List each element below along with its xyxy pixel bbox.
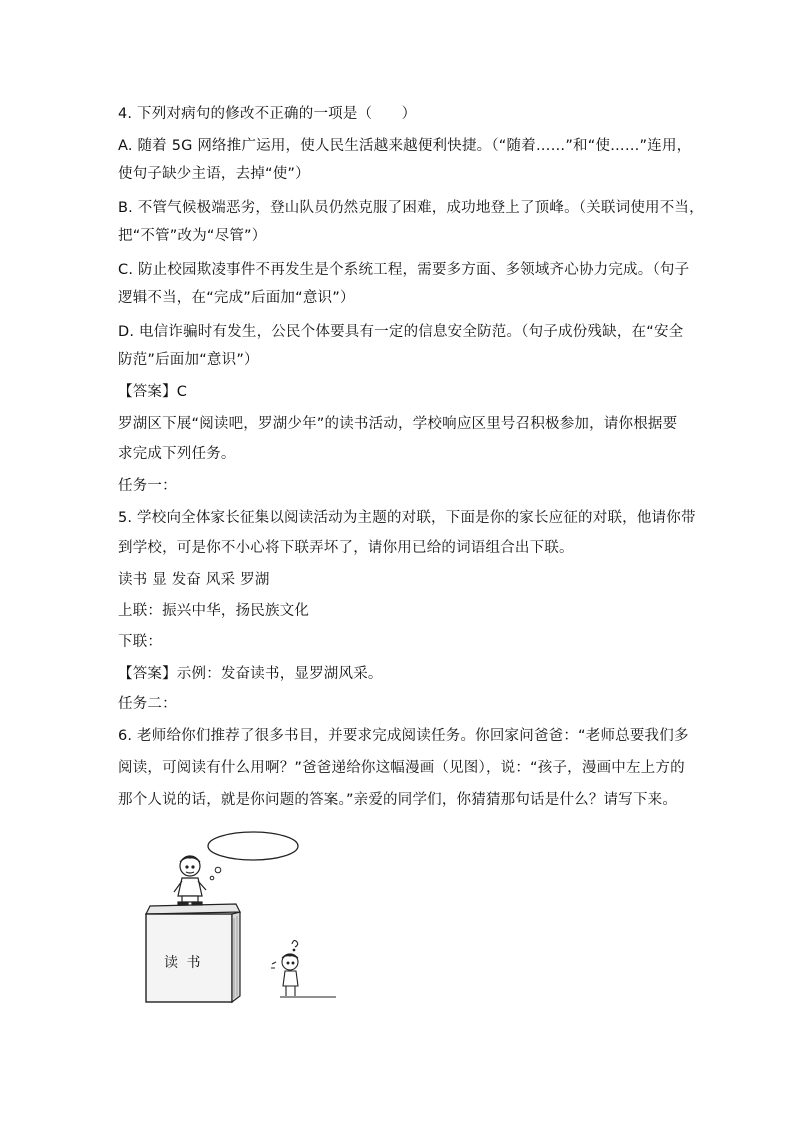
- option-b-line-2: 把“不管”改为“尽管”）: [118, 228, 267, 244]
- question-4-stem: 4. 下列对病句的修改不正确的一项是（ ）: [118, 106, 417, 122]
- question-6-line-3: 那个人说的话，就是你问题的答案。”亲爱的同学们，你猜猜那句话是什么？请写下来。: [118, 792, 678, 808]
- option-a-line-1: A. 随着 5G 网络推广运用，使人民生活越来越便利快捷。（“随着……”和“使……”连用，: [118, 138, 692, 154]
- lower-couplet: 下联：: [118, 634, 163, 650]
- question-6-line-2: 阅读，可阅读有什么用啊？”爸爸递给你这幅漫画（见图），说：“孩子，漫画中左上方的: [118, 760, 685, 776]
- question-6-line-1: 6. 老师给你们推荐了很多书目，并要求完成阅读任务。你回家问爸爸：“老师总要我们多: [118, 728, 689, 744]
- upper-couplet: 上联：振兴中华，扬民族文化: [118, 603, 310, 619]
- intro-line-1: 罗湖区下展“阅读吧，罗湖少年”的读书活动，学校响应区里号召积极参加，请你根据要: [118, 416, 678, 432]
- option-d-line-1: D. 电信诈骗时有发生，公民个体要具有一定的信息安全防范。（句子成份残缺，在“安全: [118, 324, 684, 340]
- option-a-line-2: 使句子缺少主语，去掉“使”）: [118, 166, 310, 182]
- small-kid: [271, 940, 336, 997]
- cartoon-illustration: [140, 826, 340, 1006]
- question-5-line-2: 到学校，可是你不小心将下联弄坏了，请你用已给的词语组合出下联。: [118, 540, 574, 556]
- option-d-line-2: 防范”后面加“意识”）: [118, 352, 259, 368]
- answer-4: 【答案】C: [118, 384, 188, 400]
- question-5-line-1: 5. 学校向全体家长征集以阅读活动为主题的对联，下面是你的家长应征的对联，他请你带: [118, 510, 696, 526]
- option-c-line-2: 逻辑不当，在“完成”后面加“意识”）: [118, 290, 355, 306]
- speech-bubble: [208, 832, 298, 860]
- task-1-heading: 任务一：: [118, 478, 177, 494]
- intro-line-2: 求完成下列任务。: [118, 446, 236, 462]
- word-bank: 读书 显 发奋 风采 罗湖: [118, 572, 270, 588]
- task-2-heading: 任务二：: [118, 696, 177, 712]
- book-label: 读 书: [164, 955, 203, 971]
- option-c-line-1: C. 防止校园欺凌事件不再发生是个系统工程，需要多方面、多领域齐心协力完成。（句子: [118, 262, 690, 278]
- option-b-line-1: B. 不管气候极端恶劣，登山队员仍然克服了困难，成功地登上了顶峰。（关联词使用不当，: [118, 200, 704, 216]
- man-on-book: [174, 856, 206, 905]
- answer-5: 【答案】示例：发奋读书，显罗湖风采。: [118, 666, 383, 682]
